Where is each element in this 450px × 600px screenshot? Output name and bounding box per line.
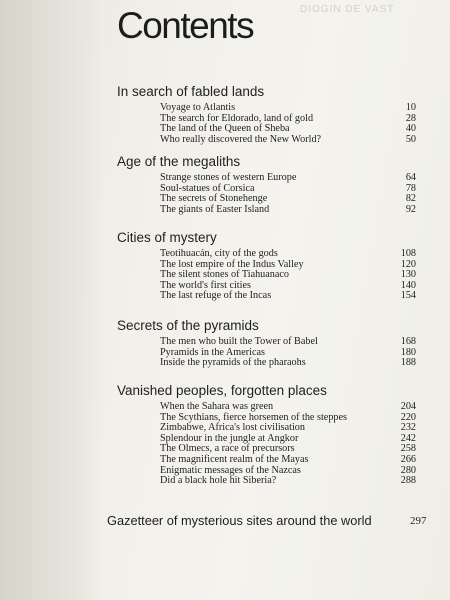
toc-entry [0,113,450,124]
entry-title: The world's first cities [160,279,251,291]
entry-title: The last refuge of the Incas [160,290,272,302]
entry-title: Pyramids in the Americas [160,346,265,358]
toc-entry [0,248,450,259]
entry-page-number: 242 [400,432,416,444]
entry-title: Soul-statues of Corsica [160,182,255,194]
gazetteer-title: Gazetteer of mysterious sites around the world [107,513,372,528]
entry-page-number: 168 [400,336,416,347]
entry-page-number: 108 [400,248,416,259]
entry-title: Did a black hole hit Siberia? [160,475,277,487]
toc-entry [0,475,450,486]
entry-page-number: 82 [405,193,416,205]
entry-page-number: 40 [405,123,416,135]
toc-entry [0,290,450,301]
section-heading: Cities of mystery [117,230,217,245]
toc-entry [0,336,450,347]
section-heading: Age of the megaliths [117,154,241,169]
entry-page-number: 140 [400,279,416,291]
entry-title: Who really discovered the New World? [160,133,322,145]
toc-entry [0,123,450,134]
entry-title: When the Sahara was green [160,401,274,412]
toc-entry [0,269,450,280]
entry-page-number: 50 [405,133,416,145]
entry-page-number: 280 [400,464,416,476]
section-heading: Vanished peoples, forgotten places [117,383,327,398]
toc-entry [0,204,450,215]
toc-entry [0,172,450,183]
toc-entry [0,412,450,423]
entry-title: The giants of Easter Island [160,203,270,215]
entry-page-number: 64 [405,172,416,183]
entry-title: The Scythians, fierce horsemen of the steppes [160,411,347,423]
toc-entry [0,422,450,433]
entry-title: Inside the pyramids of the pharaohs [160,357,306,369]
entry-title: The land of the Queen of Sheba [160,123,290,135]
entry-page-number: 130 [400,269,416,281]
entry-page-number: 232 [400,422,416,434]
entry-page-number: 78 [405,182,416,194]
entry-title: Teotihuacán, city of the gods [160,248,278,259]
entry-page-number: 258 [400,443,416,455]
toc-entry [0,259,450,270]
toc-entry [0,183,450,194]
entry-title: The men who built the Tower of Babel [160,336,318,347]
entry-title: The search for Eldorado, land of gold [160,112,314,124]
entry-title: The lost empire of the Indus Valley [160,258,304,270]
toc-entry [0,465,450,476]
entry-page-number: 266 [400,453,416,465]
entry-page-number: 220 [400,411,416,423]
toc-entry [0,443,450,454]
entry-page-number: 188 [400,357,416,369]
entry-page-number: 204 [400,401,416,412]
toc-entry [0,134,450,145]
section-entries [0,336,450,368]
toc-entry [0,102,450,113]
section-heading: In search of fabled lands [117,84,265,99]
entry-title: The silent stones of Tiahuanaco [160,269,290,281]
toc-entry [0,357,450,368]
gazetteer-page-number: 297 [410,515,427,527]
section-heading: Secrets of the pyramids [117,318,259,333]
entry-title: Enigmatic messages of the Nazcas [160,464,301,476]
page-title: Contents [117,5,254,46]
section-entries [0,172,450,214]
toc-entry [0,347,450,358]
entry-title: Zimbabwe, Africa's lost civilisation [160,422,305,434]
entry-title: The magnificent realm of the Mayas [160,453,309,465]
toc-entry [0,280,450,291]
bleed-through-text: DIOGIN DE VAST [300,4,395,15]
entry-page-number: 154 [400,290,416,302]
entry-title: The secrets of Stonehenge [160,193,268,205]
toc-entry [0,454,450,465]
entry-page-number: 92 [405,203,416,215]
section-entries [0,102,450,144]
section-entries [0,401,450,486]
entry-title: Voyage to Atlantis [160,102,236,113]
entry-title: The Olmecs, a race of precursors [160,443,295,455]
entry-title: Strange stones of western Europe [160,172,297,183]
entry-page-number: 288 [400,475,416,487]
toc-entry [0,401,450,412]
entry-page-number: 28 [405,112,416,124]
entry-title: Splendour in the jungle at Angkor [160,432,299,444]
toc-entry [0,193,450,204]
section-entries [0,248,450,301]
entry-page-number: 120 [400,258,416,270]
entry-page-number: 180 [400,346,416,358]
entry-page-number: 10 [405,102,416,113]
toc-entry [0,433,450,444]
